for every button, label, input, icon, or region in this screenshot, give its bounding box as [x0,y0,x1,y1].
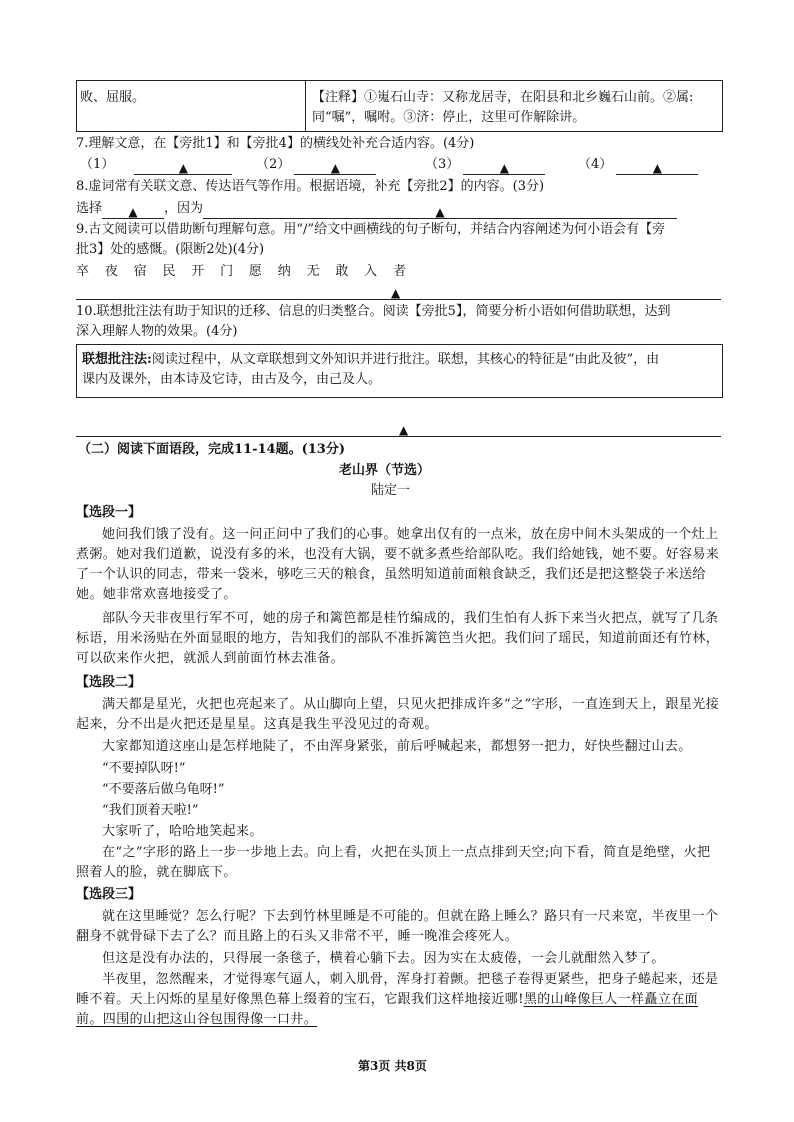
segment-2-quote-1: “不要掉队呀!” [102,761,186,776]
top-table-note-line1: 【注释】①嵬石山寺：又称龙居寺，在阳县和北乡巍石山前。②属: [312,90,694,105]
q7-answer-1 [80,155,232,175]
answer-marker-icon: ▲ [435,205,445,219]
q8-blank-1[interactable] [102,202,164,219]
q7-answer-4 [578,155,698,175]
q8-blank-2[interactable] [203,202,677,219]
section-2-heading: （二）阅读下面语段，完成11-14题。(13分) [78,442,345,457]
q9-char: 纳 [277,264,291,279]
question-10-line2: 深入理解人物的效果。(4分) [76,324,238,339]
q7-blank-2[interactable] [294,158,376,175]
segment-2-label: 【选段二】 [76,675,142,690]
answer-marker-icon: ▲ [399,423,409,437]
top-table-note-line2: 同“嘱”，嘱咐。③济：停止，这里可作解除讲。 [312,110,586,125]
method-box-line1 [82,350,659,370]
method-box-text1: 阅读过程中，从文章联想到文外知识并进行批注。联想，其核心的特征是“由此及彼”，由 [151,352,660,367]
page-footer: 第3页 共8页 [358,1059,427,1073]
top-table-left-text: 败、屈服。 [80,90,146,105]
segment-3-paragraph-3 [76,970,720,1030]
answer-marker-icon: ▲ [391,286,401,300]
method-box-title: 联想批注法: [82,352,152,367]
q9-answer-line[interactable] [76,299,721,300]
question-7: 7.理解文意，在【旁批1】和【旁批4】的横线处补充合适内容。(4分) [76,136,475,151]
answer-marker-icon: ▲ [128,205,138,219]
segment-2-paragraph-2: 大家都知道这座山是怎样地陡了，不由浑身紧张，前后呼喊起来，都想努一把力，好快些翻过山去。 [102,739,692,754]
segment-1-paragraph-2: 部队今天非夜里行军不可，她的房子和篱笆都是桂竹编成的，我们生怕有人拆下来当火把点，就写了几条标语，用米汤贴在外面显眼的地方，告知我们的部队不准拆篱笆当火把。我们问了瑶民，知道前面还有竹林，可以砍来作火把，就派人到前面竹林去准备。 [76,611,720,666]
segment-3-paragraph-1: 就在这里睡觉？怎么行呢？下去到竹林里睡是不可能的。但就在路上睡么？路只有一尺来宽，半夜里一个翻身不就骨碌下去了么？而且路上的石头又非常不平，睡一晚准会疼死人。 [76,909,719,944]
q7-blank-1[interactable] [134,158,232,175]
q8-mid: ，因为 [164,201,204,216]
segment-2-quote-2: “不要落后做乌龟呀!” [102,782,225,797]
answer-marker-icon: ▲ [178,161,189,175]
article-author: 陆定一 [371,483,411,498]
answer-marker-icon: ▲ [652,161,663,175]
q7-answer-3 [425,155,545,175]
segment-2-paragraph-3: 大家听了，哈哈地笑起来。 [102,824,263,839]
segment-3-paragraph-2: 但这是没有办法的，只得展一条毯子，横着心躺下去。因为实在太疲倦，一会儿就酣然入梦了。 [102,951,665,966]
segment-3-label: 【选段三】 [76,887,142,902]
q7-label-2: （2） [256,157,291,172]
segment-2-paragraph-1: 满天都是星光，火把也亮起来了。从山脚向上望，只见火把排成许多“之”字形，一直连到天上，跟星光接起来，分不出是火把还是星星。这真是我生平没见过的奇观。 [76,697,720,732]
q8-answer-line [76,199,677,219]
q7-label-1: （1） [80,157,115,172]
q9-char: 开 [191,264,205,279]
segment-2-quote-3: “我们顶着天啦!” [102,803,199,818]
segment-3-paragraph-3-text: 半夜里，忽然醒来，才觉得寒气逼人，刺入肌骨，浑身打着颤。把毯子卷得更紧些，把身子蜷起来，还是睡不着。天上闪烁的星星好像黑色幕上缀着的宝石，它跟我们这样地接近哪! [76,972,719,1007]
article-title: 老山界（节选） [339,463,431,478]
q9-char: 者 [392,264,406,279]
q9-char: 宿 [133,264,147,279]
top-table-divider [305,80,306,131]
answer-marker-icon: ▲ [499,161,510,175]
q9-char: 夜 [104,264,118,279]
q9-char: 门 [220,264,234,279]
q9-char: 敢 [335,264,349,279]
method-box-line2: 课内及课外，由本诗及它诗，由古及今，由己及人。 [82,372,382,387]
answer-marker-icon: ▲ [330,161,341,175]
q10-answer-line[interactable] [76,436,721,437]
question-10-line1: 10.联想批注法有助于知识的迁移、信息的归类整合。阅读【旁批5】，简要分析小语如何借助联想，达到 [76,304,671,319]
q8-prefix: 选择 [76,201,103,216]
q7-blank-3[interactable] [463,158,545,175]
underlined-sentence: 黑的山峰像巨人一样矗立在面前。四围的山把这山谷包围得像一口井。 [76,992,699,1027]
question-9-line1: 9.古文阅读可以借助断句理解句意。用“/”给文中画横线的句子断句，并结合内容阐述为何小语会有【旁 [76,222,666,237]
q9-char: 民 [162,264,176,279]
question-8: 8.虚词常有关联文意、传达语气等作用。根据语境，补充【旁批2】的内容。(3分) [76,179,545,194]
q9-char: 愿 [248,264,262,279]
question-9-line2: 批3】处的感慨。(限断2处)(4分) [76,242,265,257]
q9-char: 入 [364,264,378,279]
q9-char: 卒 [76,264,90,279]
q9-char: 无 [306,264,320,279]
q9-sentence-chars [76,262,406,282]
segment-1-label: 【选段一】 [76,505,142,520]
q7-blank-4[interactable] [616,158,698,175]
segment-1-paragraph-1: 她问我们饿了没有。这一问正问中了我们的心事。她拿出仅有的一点米，放在房中间木头架成的一个灶上煮粥。她对我们道歉，说没有多的米，也没有大锅，要不就多煮些给部队吃。我们给她钱，她不要。好容易来了一个认识的同志，带来一袋米，够吃三天的粮食，虽然明知道前面粮食缺乏，我们还是把这整袋子米送给她。她非常欢喜地接受了。 [76,527,720,602]
q7-label-3: （3） [425,157,460,172]
q7-label-4: （4） [578,157,613,172]
q7-answer-2 [256,155,376,175]
segment-2-paragraph-4: 在“之”字形的路上一步一步地上去。向上看，火把在头顶上一点点排到天空;向下看，简直是绝壁，火把照着人的脸，就在脚底下。 [76,845,711,880]
